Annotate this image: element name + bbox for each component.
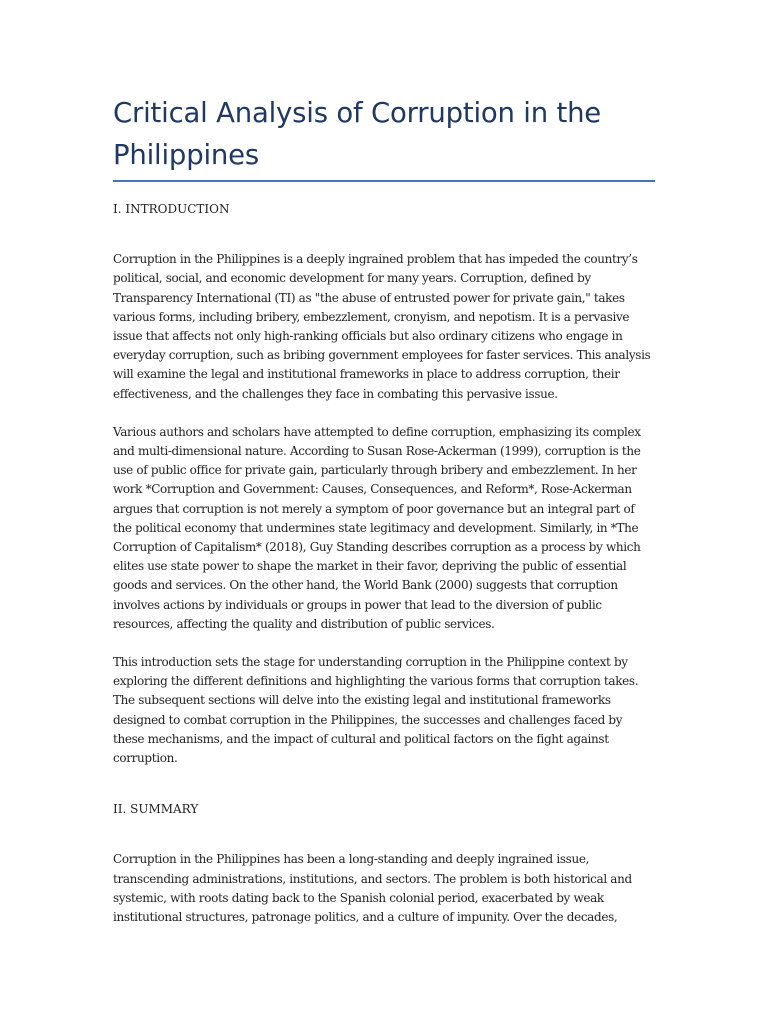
section-heading-introduction: I. INTRODUCTION [113, 202, 230, 216]
paragraph: Corruption in the Philippines has been a long-standing and deeply ingrained issue, transcending administrations, institutions, and sectors. The problem is both historical and systemic, with roots dating back to the Spanish colonial period, exacerbated by weak institutional structures, patronage politics, and a culture of impunity. Over the decades, [113, 852, 632, 925]
document-page [113, 92, 656, 927]
section-heading-summary: II. SUMMARY [113, 802, 199, 817]
title-underline [113, 180, 655, 182]
paragraph: Various authors and scholars have attempted to define corruption, emphasizing its complex and multi-dimensional nature. According to Susan Rose-Ackerman (1999), corruption is the use of public office for private gain, particularly through bribery and embezzlement. In her work *Corruption and Government: Causes, Consequences, and Reform*, Rose-Ackerman argues that corruption is not merely a symptom of poor governance but an integral part of the political economy that undermines state legitimacy and development. Similarly, in *The Corruption of Capitalism* (2018), Guy Standing describes corruption as a process by which elites use state power to shape the market in their favor, depriving the public of essential goods and services. On the other hand, the World Bank (2000) suggests that corruption involves actions by individuals or groups in power that lead to the diversion of public resources, affecting the quality and distribution of public services. [113, 424, 641, 631]
paragraph: Corruption in the Philippines is a deeply ingrained problem that has impeded the country’s political, social, and economic development for many years. Corruption, defined by Transparency International (TI) as "the abuse of entrusted power for private gain," takes various forms, including bribery, embezzlement, cronyism, and nepotism. It is a pervasive issue that affects not only high-ranking officials but also ordinary citizens who engage in everyday corruption, such as bribing government employees for faster services. This analysis will examine the legal and institutional frameworks in place to address corruption, their effectiveness, and the challenges they face in combating this pervasive issue. [113, 252, 651, 401]
paragraph: This introduction sets the stage for understanding corruption in the Philippine context by exploring the different definitions and highlighting the various forms that corruption takes. The subsequent sections will delve into the existing legal and institutional frameworks designed to combat corruption in the Philippines, the successes and challenges faced by these mechanisms, and the impact of cultural and political factors on the fight against corruption. [113, 655, 639, 766]
document-title: Critical Analysis of Corruption in the Philippines [113, 97, 602, 171]
